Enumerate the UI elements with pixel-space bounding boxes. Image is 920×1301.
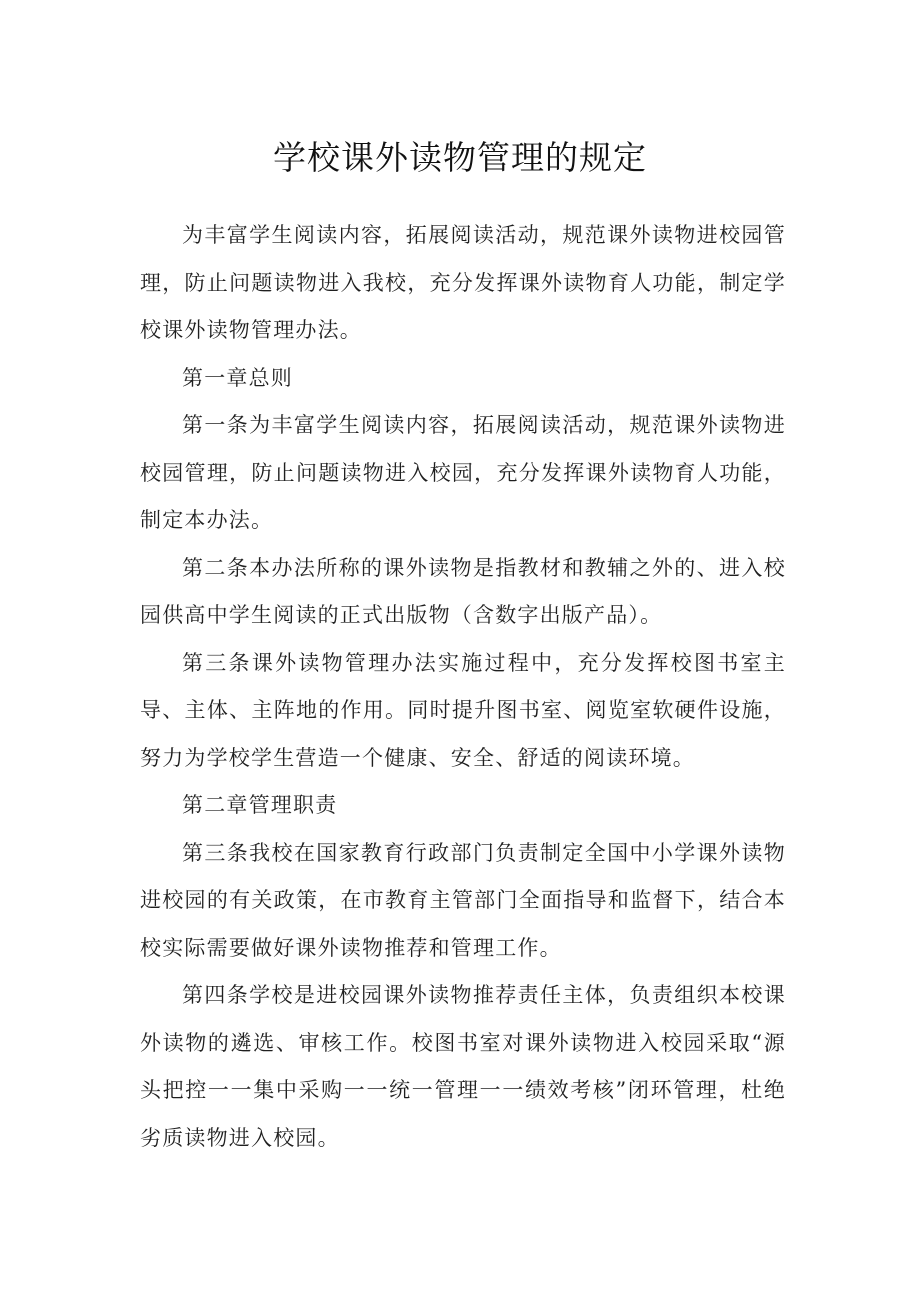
article-paragraph: 第三条课外读物管理办法实施过程中，充分发挥校图书室主导、主体、主阵地的作用。同时提升图书室、阅览室软硬件设施，努力为学校学生营造一个健康、安全、舒适的阅读环境。 (140, 650, 786, 770)
chapter-heading: 第二章管理职责 (182, 793, 338, 817)
document-title: 学校课外读物管理的规定 (273, 138, 647, 177)
document-body (140, 212, 786, 1162)
article-paragraph: 第二条本办法所称的课外读物是指教材和教辅之外的、进入校园供高中学生阅读的正式出版物（含数字出版产品）。 (140, 555, 786, 627)
article-paragraph: 第三条我校在国家教育行政部门负责制定全国中小学课外读物进校园的有关政策，在市教育主管部门全面指导和监督下，结合本校实际需要做好课外读物推荐和管理工作。 (140, 840, 786, 960)
intro-paragraph: 为丰富学生阅读内容，拓展阅读活动，规范课外读物进校园管理，防止问题读物进入我校，充分发挥课外读物育人功能，制定学校课外读物管理办法。 (140, 223, 786, 342)
chapter-heading: 第一章总则 (182, 365, 293, 390)
article-paragraph: 第四条学校是进校园课外读物推荐责任主体，负责组织本校课外读物的遴选、审核工作。校图书室对课外读物进入校园采取“源头把控一一集中采购一一统一管理一一绩效考核”闭环管理，杜绝劣质读物进入校园。 (140, 983, 786, 1150)
article-paragraph: 第一条为丰富学生阅读内容，拓展阅读活动，规范课外读物进校园管理，防止问题读物进入校园，充分发挥课外读物育人功能，制定本办法。 (140, 413, 786, 532)
